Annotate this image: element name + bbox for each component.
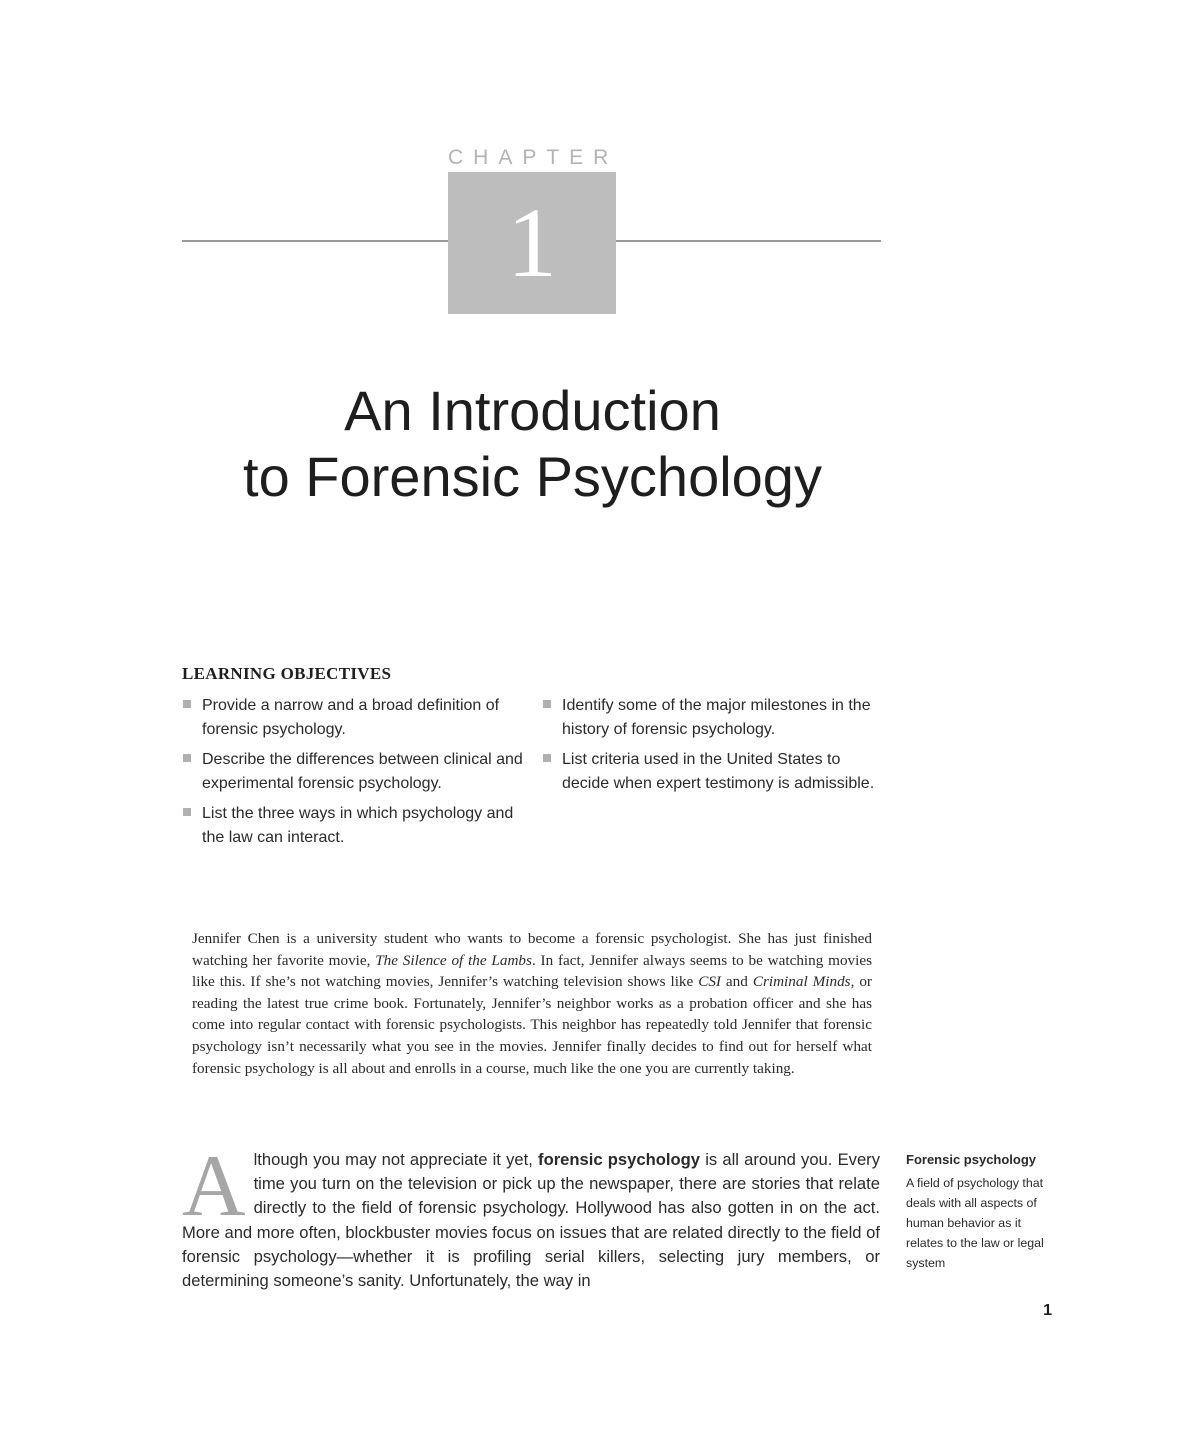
square-bullet-icon <box>183 754 191 762</box>
movie-title: The Silence of the Lambs <box>375 951 532 969</box>
chapter-number-box <box>448 172 616 314</box>
margin-glossary-note <box>906 1152 1056 1273</box>
body-paragraph <box>182 1138 880 1293</box>
show-title: CSI <box>698 973 721 991</box>
objective-text: Describe the differences between clinical and experimental forensic psychology. <box>202 751 523 792</box>
chapter-rule-right <box>616 240 881 242</box>
objective-item <box>542 694 877 742</box>
chapter-label: CHAPTER <box>448 146 619 169</box>
learning-objectives-heading: LEARNING OBJECTIVES <box>182 664 392 683</box>
vignette-text: and <box>720 973 753 991</box>
square-bullet-icon <box>543 700 551 708</box>
chapter-title <box>150 378 915 510</box>
show-title: Criminal Minds <box>752 973 851 991</box>
objective-text: List criteria used in the United States to decide when expert testimony is admissible. <box>562 751 875 792</box>
vignette-text: , or reading the latest true crime book. Fortunately, Jennifer’s neighbor works as a probation officer and she has come into regular contact with forensic psychologists. This neighbor has repeatedly told Jennifer that forensic psychology isn’t necessarily what you see in the movies. Jennifer finally decides to find out for herself what forensic psychology is all about and enrolls in a course, much like the one you are currently taking. <box>192 973 872 1077</box>
square-bullet-icon <box>183 808 191 816</box>
objective-item <box>182 748 527 796</box>
vignette-text: Jennifer Chen is a university student who wants to become a forensic psychologist. She has just finished watching her favorite movie, <box>192 930 872 969</box>
page-number: 1 <box>1043 1302 1052 1319</box>
key-term: forensic psychology <box>538 1150 700 1169</box>
objective-text: List the three ways in which psychology and the law can interact. <box>202 805 514 846</box>
objective-item <box>182 802 527 850</box>
objective-item <box>182 694 527 742</box>
chapter-title-line1: An Introduction <box>344 379 721 442</box>
drop-cap: A <box>182 1138 246 1235</box>
body-text: lthough you may not appreciate it yet, <box>253 1150 539 1169</box>
chapter-number: 1 <box>507 187 557 298</box>
square-bullet-icon <box>183 700 191 708</box>
glossary-term: Forensic psychology <box>906 1152 1037 1167</box>
objective-text: Provide a narrow and a broad definition of forensic psychology. <box>202 697 500 738</box>
objective-text: Identify some of the major milestones in the history of forensic psychology. <box>562 697 871 738</box>
chapter-title-line2: to Forensic Psychology <box>243 445 822 508</box>
objectives-right-column <box>542 694 877 802</box>
glossary-definition: A field of psychology that deals with all aspects of human behavior as it relates to the law or legal system <box>906 1176 1044 1270</box>
vignette-text: . In fact, Jennifer always seems to be watching movies like this. If she’s not watching movies, Jennifer’s watching television shows like <box>192 951 872 991</box>
opening-vignette <box>192 928 872 1079</box>
chapter-rule-left <box>182 240 448 242</box>
square-bullet-icon <box>543 754 551 762</box>
objectives-left-column <box>182 694 527 856</box>
objective-item <box>542 748 877 796</box>
body-text: is all around you. Every time you turn on the television or pick up the newspaper, there are stories that relate directly to the field of forensic psychology. Hollywood has also gotten in on the act. More and more often, blockbuster movies focus on issues that are related directly to the field of forensic psychology—whether it is profiling serial killers, selecting jury members, or determining someone’s sanity. Unfortunately, the way in <box>182 1150 880 1291</box>
